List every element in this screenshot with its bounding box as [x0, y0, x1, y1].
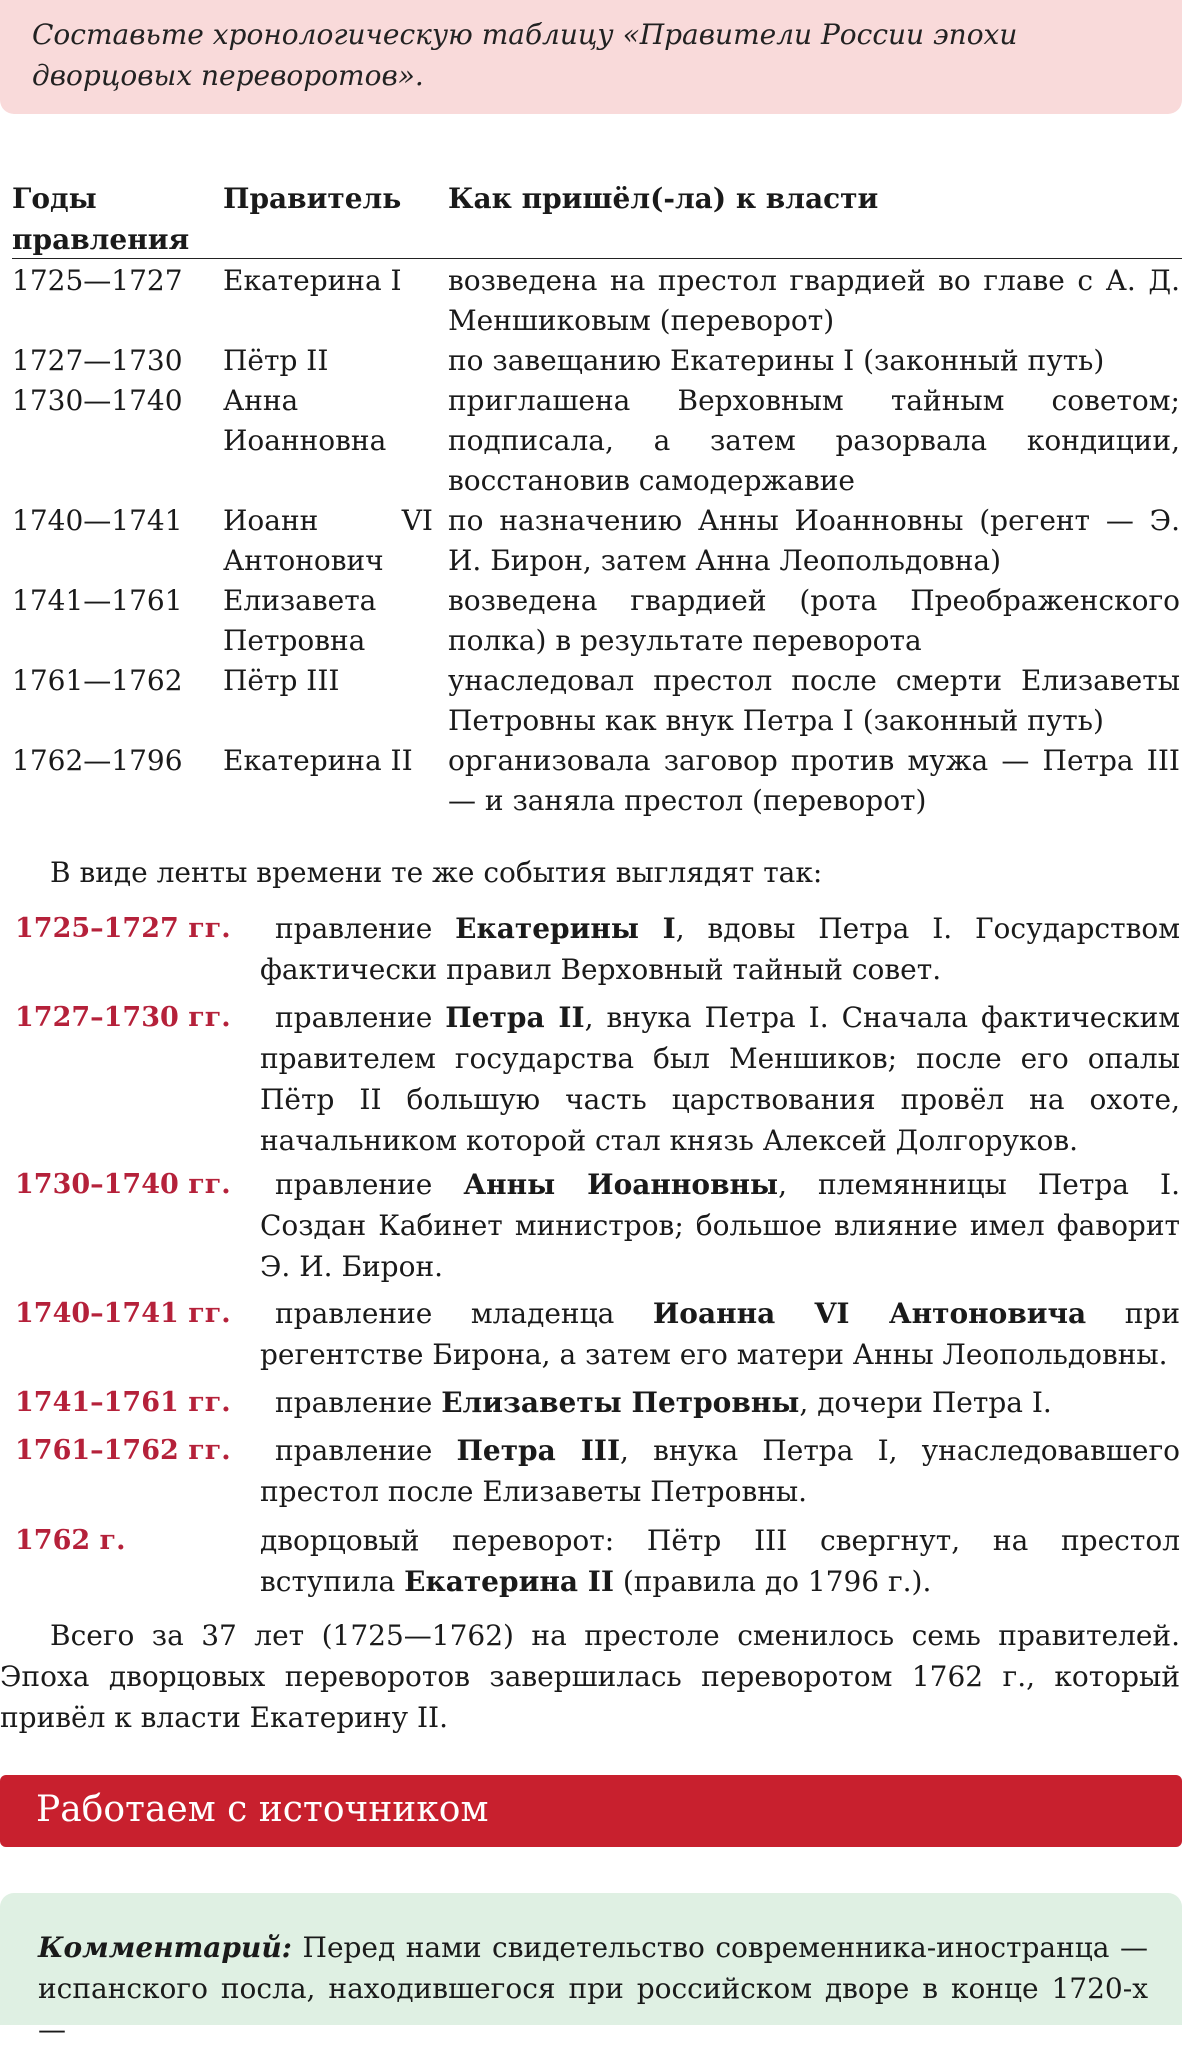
timeline-year: 1725–1727 гг.	[15, 913, 231, 944]
timeline-year: 1741–1761 гг.	[15, 1387, 231, 1418]
task-text: Составьте хронологическую таблицу «Правители России эпохи дворцовых переворотов».	[32, 18, 1018, 92]
row-ruler: Анна Иоанновна	[223, 384, 387, 457]
timeline-text: правление младенца Иоанна VI Антоновича при регентстве Бирона, а затем его матери Анны Леопольдовны.	[260, 1297, 1180, 1371]
row-how: по назначению Анны Иоанновны (регент — Э. И. Бирон, затем Анна Леопольдовна)	[448, 504, 1180, 577]
timeline-year: 1730–1740 гг.	[15, 1169, 231, 1200]
row-years: 1727—1730	[12, 344, 183, 377]
row-years: 1761—1762	[12, 664, 183, 697]
timeline-text: правление Анны Иоанновны, племянницы Петра I. Создан Кабинет министров; большое влияние имел фаворит Э. И. Бирон.	[260, 1168, 1180, 1283]
timeline-year: 1762 г.	[15, 1525, 126, 1556]
timeline-intro: В виде ленты времени те же события выглядят так:	[50, 856, 823, 889]
table-row	[12, 381, 1182, 501]
table-row	[12, 581, 1182, 661]
timeline-text: правление Екатерины I, вдовы Петра I. Государством фактически правил Верховный тайный совет.	[260, 912, 1180, 986]
summary-paragraph: Всего за 37 лет (1725—1762) на престоле сменилось семь правителей. Эпоха дворцовых переворотов завершилась переворотом 1762 г., который привёл к власти Екатерину II.	[0, 1619, 1180, 1734]
row-ruler: Елизавета Петровна	[223, 584, 377, 657]
row-how: унаследовал престол после смерти Елизаветы Петровны как внук Петра I (законный путь)	[448, 664, 1180, 737]
row-ruler: Екатерина II	[223, 744, 413, 777]
row-how: приглашена Верховным тайным советом; подписала, а затем разорвала кондиции, восстановив самодержавие	[448, 384, 1180, 497]
row-years: 1762—1796	[12, 744, 183, 777]
timeline-text: правление Петра II, внука Петра I. Сначала фактическим правителем государства был Меншиков; после его опалы Пётр II большую часть царствования провёл на охоте, начальником которой стал князь Алексей Долгоруков.	[260, 1001, 1181, 1157]
row-years: 1730—1740	[12, 384, 183, 417]
header-how: Как пришёл(-ла) к власти	[448, 182, 879, 215]
table-row	[12, 501, 1182, 581]
table-row	[12, 261, 1182, 341]
row-ruler: Пётр II	[223, 344, 329, 377]
comment-box	[0, 1893, 1182, 2046]
row-how: возведена гвардией (рота Преображенского полка) в результате переворота	[448, 584, 1180, 657]
timeline-year: 1761–1762 гг.	[15, 1435, 231, 1466]
table-header	[12, 178, 1182, 259]
row-how: организовала заговор против мужа — Петра III — и заняла престол (переворот)	[448, 744, 1180, 817]
task-box	[0, 0, 1182, 114]
section-header-bar	[0, 1775, 1182, 1847]
rulers-table	[12, 178, 1182, 821]
row-ruler: Екатерина I	[223, 264, 402, 297]
timeline-text: правление Петра III, внука Петра I, унаследовавшего престол после Елизаветы Петровны.	[260, 1434, 1180, 1508]
table-row	[12, 341, 1182, 381]
row-ruler: Иоанн VI Антонович	[223, 504, 433, 577]
row-years: 1740—1741	[12, 504, 183, 537]
header-years: Годы правления	[12, 182, 190, 256]
section-title: Работаем с источником	[36, 1789, 489, 1830]
comment-label: Комментарий:	[38, 1931, 293, 1964]
timeline-text: дворцовый переворот: Пётр III свергнут, на престол вступила Екатерина II (правила до 1796 г.).	[260, 1524, 1180, 1598]
timeline-text: правление Елизаветы Петровны, дочери Петра I.	[275, 1386, 1052, 1419]
table-row	[12, 741, 1182, 821]
timeline-year: 1727–1730 гг.	[15, 1002, 231, 1033]
table-row	[12, 661, 1182, 741]
row-how: возведена на престол гвардией во главе с А. Д. Меншиковым (переворот)	[448, 264, 1180, 337]
header-ruler: Правитель	[223, 182, 402, 215]
row-years: 1741—1761	[12, 584, 183, 617]
row-ruler: Пётр III	[223, 664, 340, 697]
row-years: 1725—1727	[12, 264, 183, 297]
row-how: по завещанию Екатерины I (законный путь)	[448, 344, 1105, 377]
timeline-year: 1740–1741 гг.	[15, 1298, 231, 1329]
comment-text: Комментарий: Перед нами свидетельство современника-иностранца — испанского посла, находившегося при российском дворе в конце 1720-х —	[38, 1931, 1148, 2046]
